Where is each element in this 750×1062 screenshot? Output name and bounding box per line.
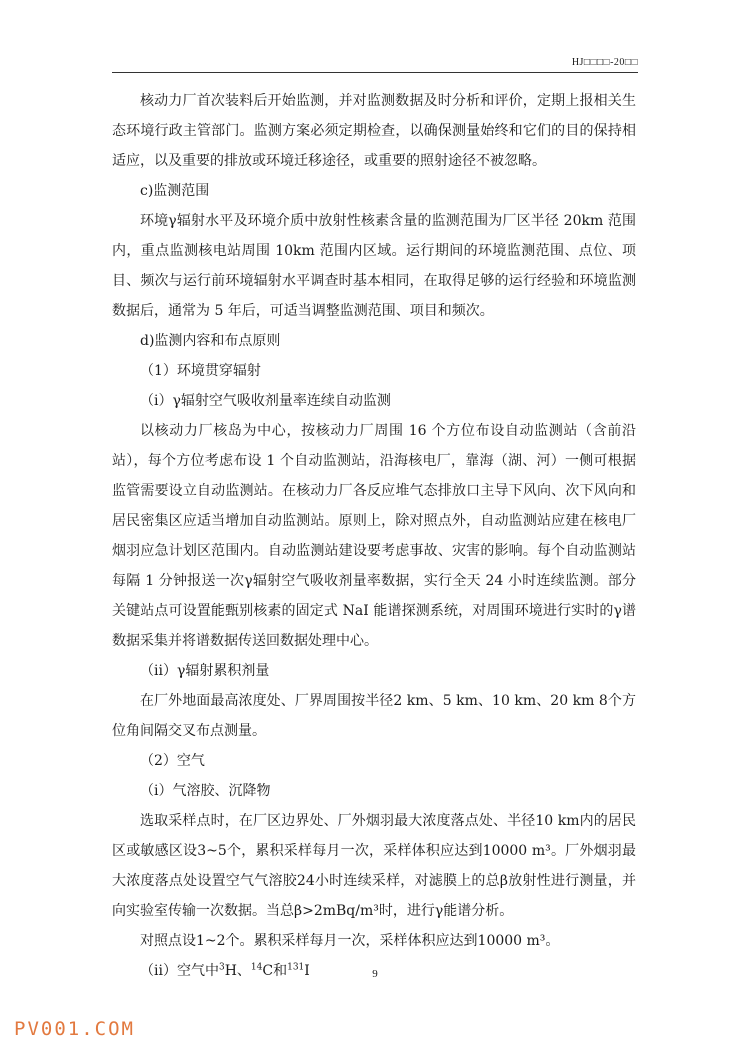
carbon-mass-number: 14 xyxy=(250,962,263,973)
heading-air: （2）空气 xyxy=(140,753,205,769)
page-number: 9 xyxy=(372,968,378,980)
iodine-mass-number: 131 xyxy=(287,962,305,973)
air-nuclides-prefix: （ii）空气中 xyxy=(140,963,219,979)
tritium-symbol: H、 xyxy=(224,963,251,979)
paragraph-monitoring-scope: 环境γ辐射水平及环境介质中放射性核素含量的监测范围为厂区半径 20km 范围内，重点监测核电站周围 10km 范围内区域。运行期间的环境监测范围、点位、项目、频次与运行前环境辐射水平调查时基本相同，在取得足够的运行经验和环境监测数据后，通常为 5 年后，可适当调整监测范围、项目和频次。 xyxy=(112,213,636,319)
heading-gamma-dose-rate: （i）γ辐射空气吸收剂量率连续自动监测 xyxy=(140,393,391,409)
paragraph-control-points: 对照点设1~2个。累积采样每月一次，采样体积应达到10000 m³。 xyxy=(140,933,560,949)
tritium-mass-number: 3 xyxy=(218,962,225,973)
carbon-symbol: C和 xyxy=(262,963,288,979)
heading-penetrating-radiation: （1）环境贯穿辐射 xyxy=(140,363,261,379)
paragraph-monitoring-intro: 核动力厂首次装料后开始监测，并对监测数据及时分析和评价，定期上报相关生态环境行政主管部门。监测方案必须定期检查，以确保测量始终和它们的目的保持相适应，以及重要的排放或环境迁移途径，或重要的照射途径不被忽略。 xyxy=(112,93,636,169)
header-rule xyxy=(112,72,638,73)
paragraph-cumulative-layout: 在厂外地面最高浓度处、厂界周围按半径2 km、5 km、10 km、20 km 8个方位角间隔交叉布点测量。 xyxy=(112,693,636,739)
heading-monitoring-content: d)监测内容和布点原则 xyxy=(140,333,281,349)
iodine-symbol: I xyxy=(304,963,310,979)
site-watermark: PV001.COM xyxy=(14,1018,135,1040)
paragraph-auto-stations: 以核动力厂核岛为中心，按核动力厂周围 16 个方位布设自动监测站（含前沿站），每个方位考虑布设 1 个自动监测站，沿海核电厂，靠海（湖、河）一侧可根据监管需要设立自动监测站。在核动力厂各反应堆气态排放口主导下风向、次下风向和居民密集区应适当增加自动监测站。原则上，除对照点外，自动监测站应建在核电厂烟羽应急计划区范围内。自动监测站建设要考虑事故、灾害的影响。每个自动监测站每隔 1 分钟报送一次γ辐射空气吸收剂量率数据，实行全天 24 小时连续监测。部分关键站点可设置能甄别核素的固定式 NaI 能谱探测系统，对周围环境进行实时的γ谱数据采集并将谱数据传送回数据处理中心。 xyxy=(112,423,636,649)
paragraph-aerosol-sampling: 选取采样点时，在厂区边界处、厂外烟羽最大浓度落点处、半径10 km内的居民区或敏感区设3~5个，累积采样每月一次，采样体积应达到10000 m³。厂外烟羽最大浓度落点处设置空气气溶胶24小时连续采样，对滤膜上的总β放射性进行测量，并向实验室传输一次数据。当总β>2mBq/m³时，进行γ能谱分析。 xyxy=(112,813,636,919)
heading-gamma-cumulative: （ii）γ辐射累积剂量 xyxy=(140,663,270,679)
heading-aerosol: （i）气溶胶、沉降物 xyxy=(140,783,271,799)
document-body xyxy=(112,86,636,986)
heading-monitoring-scope: c)监测范围 xyxy=(140,183,210,199)
standard-code: HJ□□□□-20□□ xyxy=(571,57,638,68)
